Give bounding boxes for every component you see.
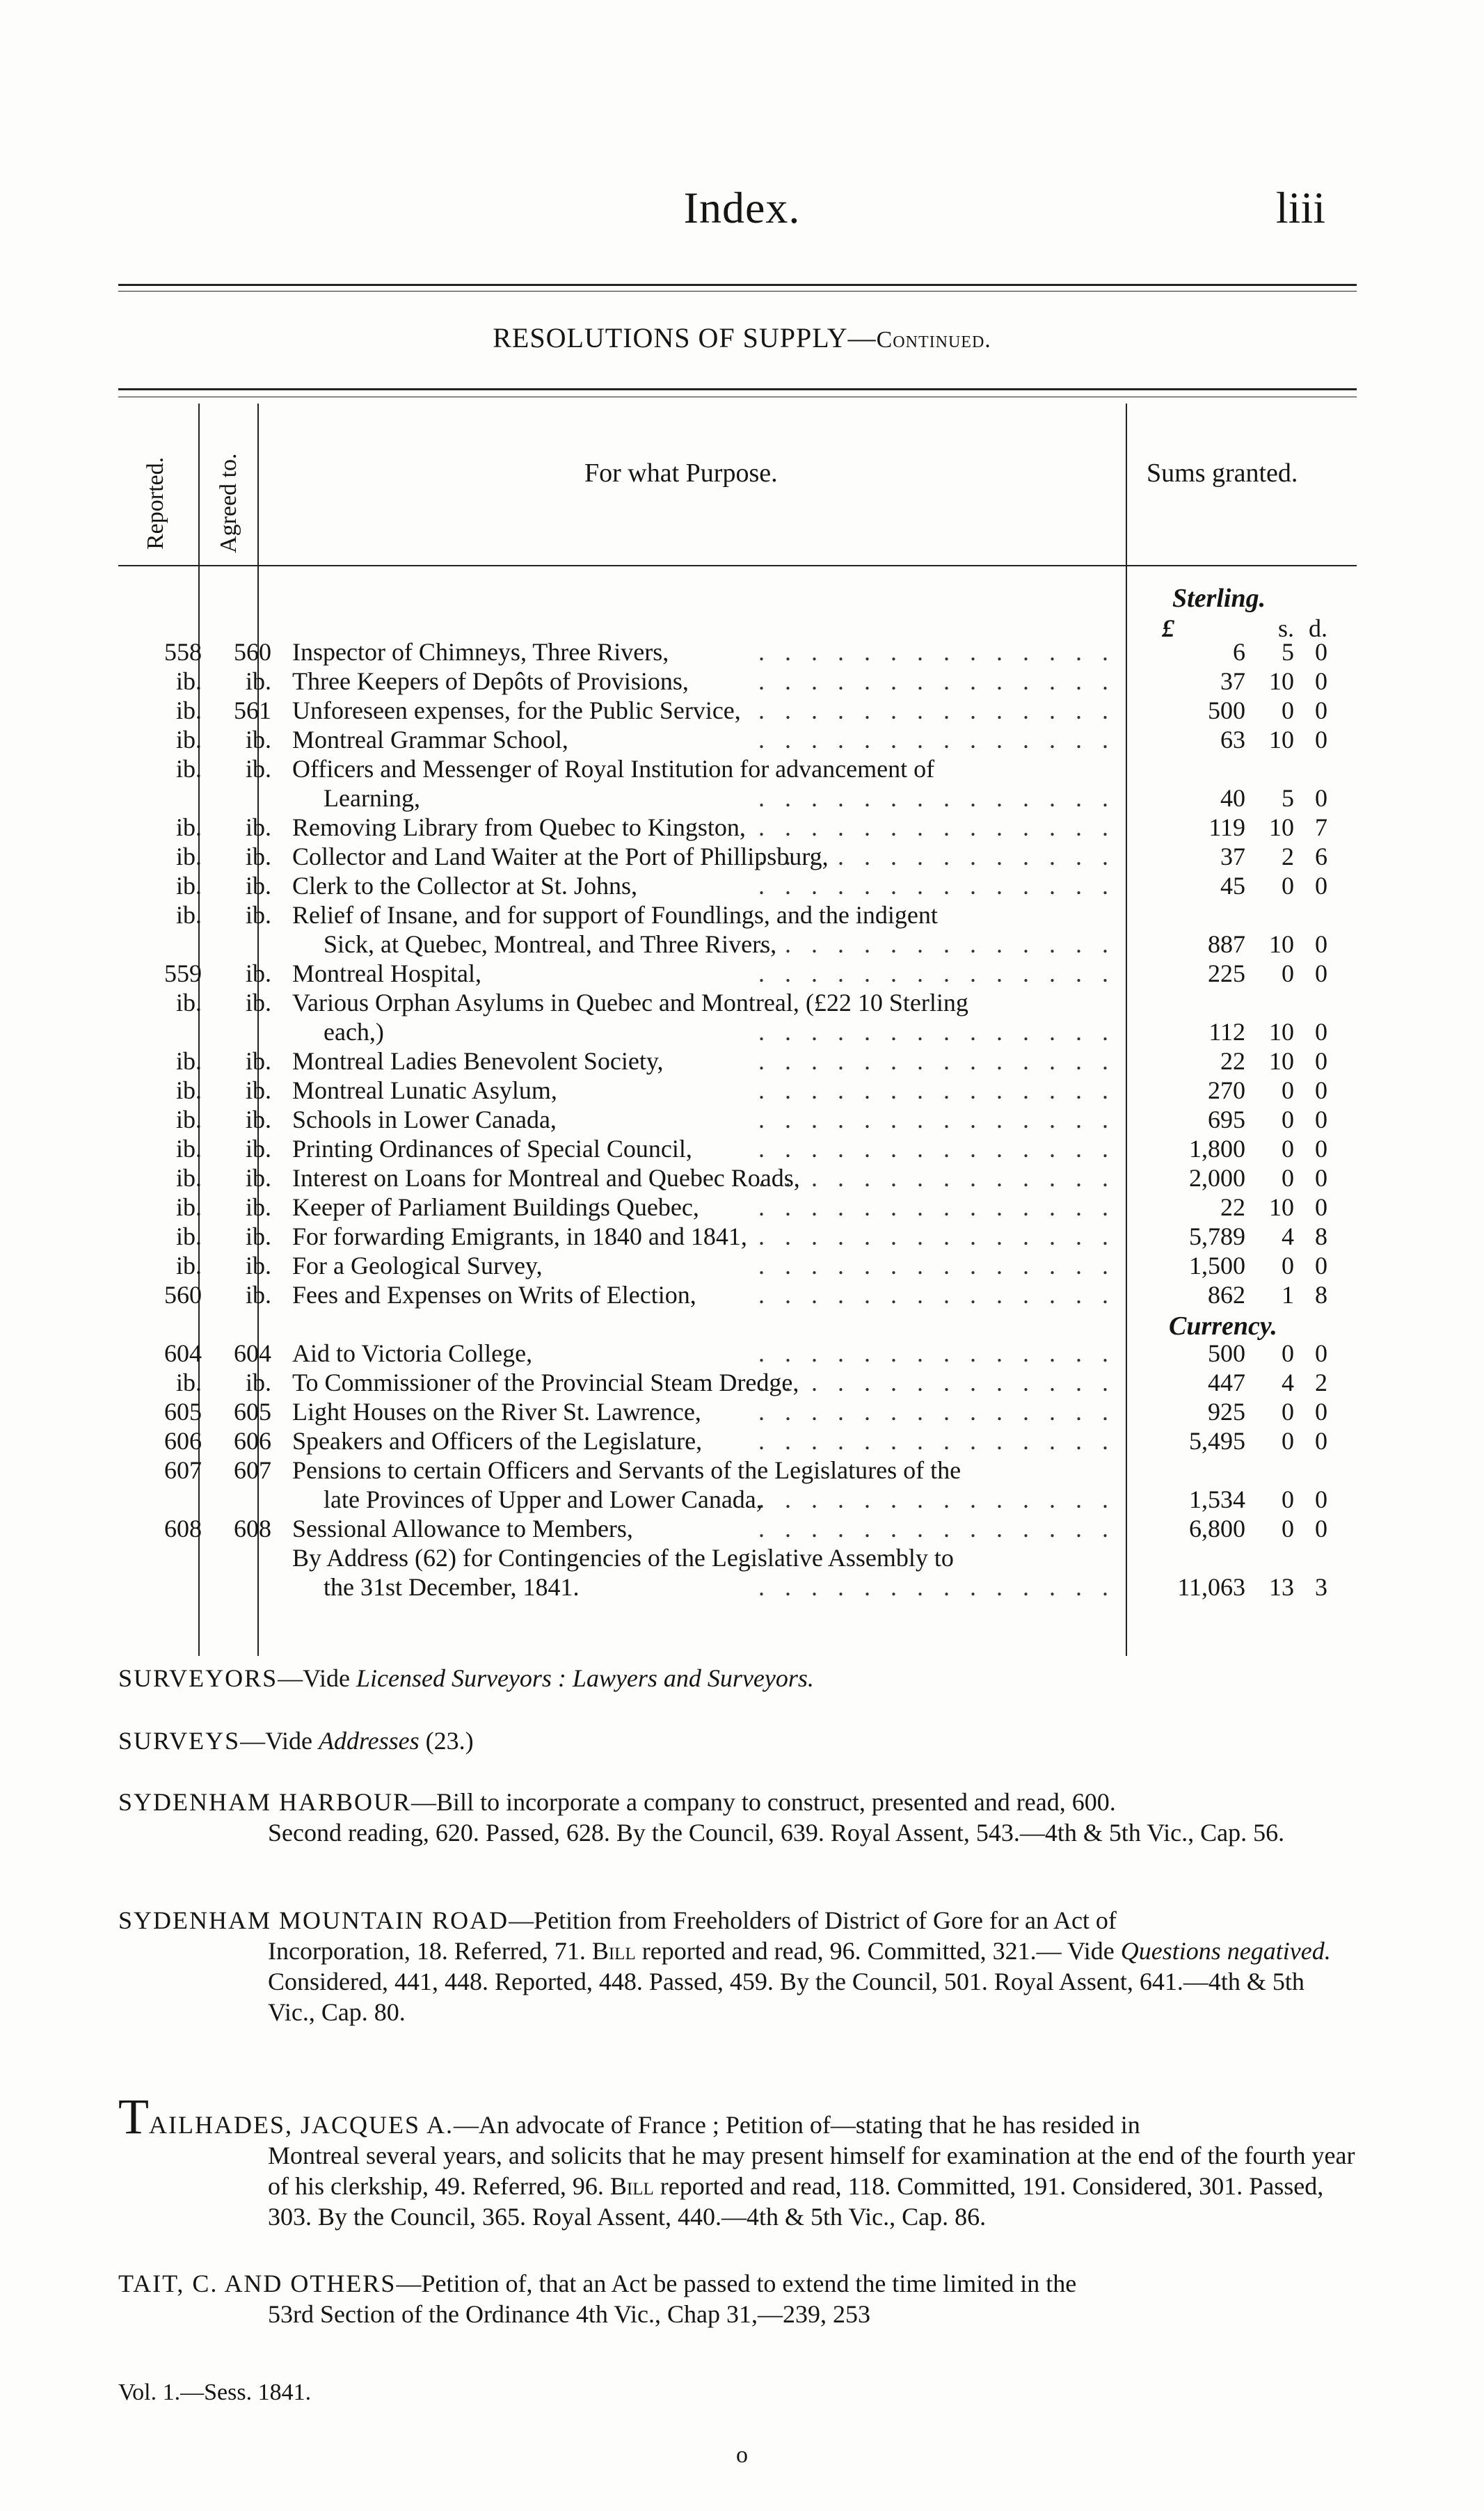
leader-dots: . . . . . . . . . . . . . . <box>758 784 1115 812</box>
leader-dots: . . . . . . . . . . . . . . <box>758 1339 1115 1367</box>
agreed-cell: ib. <box>245 1135 271 1163</box>
agreed-cell: ib. <box>245 726 271 754</box>
entry-text: reported and read, 118. Committed, 191. Considered, 301. Passed, 303. By the Council, 365. Royal Assent, 440.—4th & 5th Vic., Cap. 86. <box>268 2172 1324 2231</box>
entry-tailhades <box>118 2089 1357 2232</box>
table-row <box>0 1134 1484 1163</box>
purpose-cell: Sick, at Quebec, Montreal, and Three Rivers, <box>324 930 777 958</box>
pence-cell: 0 <box>1315 959 1327 987</box>
leader-dots: . . . . . . . . . . . . . . <box>758 1369 1115 1396</box>
entry-text: —Vide <box>240 1727 319 1755</box>
agreed-cell: ib. <box>245 755 271 783</box>
purpose-cell: each,) <box>324 1018 384 1046</box>
volume-footer: Vol. 1.—Sess. 1841. <box>118 2380 312 2405</box>
agreed-cell: ib. <box>245 1281 271 1309</box>
table-row <box>0 813 1484 842</box>
reported-cell: 559 <box>164 959 202 987</box>
pounds-cell: 925 <box>1208 1398 1245 1426</box>
sterling-label: Sterling. <box>1172 584 1266 613</box>
reported-cell: ib. <box>175 843 202 870</box>
purpose-cell: Light Houses on the River St. Lawrence, <box>292 1398 701 1426</box>
reported-cell: ib. <box>175 726 202 754</box>
purpose-cell: late Provinces of Upper and Lower Canada, <box>324 1485 763 1513</box>
pounds-cell: 37 <box>1220 667 1245 695</box>
agreed-cell: ib. <box>245 1369 271 1396</box>
agreed-cell: 560 <box>234 638 271 666</box>
entry-surveyors <box>118 1663 1357 1693</box>
entry-sydenham-road <box>118 1905 1357 2027</box>
leader-dots: . . . . . . . . . . . . . . <box>758 959 1115 987</box>
pounds-cell: 6 <box>1233 638 1245 666</box>
pounds-cell: 6,800 <box>1189 1515 1245 1543</box>
reported-cell: ib. <box>175 667 202 695</box>
shillings-cell: 10 <box>1269 1018 1294 1046</box>
purpose-cell: Aid to Victoria College, <box>292 1339 533 1367</box>
entry-tait <box>118 2268 1357 2329</box>
reported-cell: ib. <box>175 1222 202 1250</box>
pence-cell: 2 <box>1315 1369 1327 1396</box>
table-row <box>0 1368 1484 1397</box>
entry-sydenham-harbour <box>118 1787 1357 1848</box>
pounds-cell: 1,534 <box>1189 1485 1245 1513</box>
reported-cell: ib. <box>175 696 202 724</box>
entry-text: 53rd Section of the Ordinance 4th Vic., Chap 31,—239, 253 <box>268 2300 871 2328</box>
pounds-cell: 225 <box>1208 959 1245 987</box>
table-row <box>0 930 1484 959</box>
entry-surveys <box>118 1725 1357 1756</box>
leader-dots: . . . . . . . . . . . . . . <box>758 638 1115 666</box>
reported-cell: 607 <box>164 1456 202 1484</box>
leader-dots: . . . . . . . . . . . . . . <box>758 696 1115 724</box>
pence-cell: 0 <box>1315 667 1327 695</box>
entry-text: Considered, 441, 448. Reported, 448. Passed, 459. By the Council, 501. Royal Assent, 641.—4th & 5th Vic., Cap. 80. <box>268 1968 1305 2026</box>
table-row <box>0 667 1484 696</box>
pounds-cell: 63 <box>1220 726 1245 754</box>
unit-shilling: s. <box>1277 614 1294 642</box>
entry-continuation <box>118 1936 1357 2027</box>
leader-dots: . . . . . . . . . . . . . . <box>758 1193 1115 1221</box>
pence-cell: 0 <box>1315 1339 1327 1367</box>
table-row <box>0 1339 1484 1368</box>
entry-continuation <box>118 2140 1357 2232</box>
agreed-cell: ib. <box>245 989 271 1017</box>
leader-dots: . . . . . . . . . . . . . . <box>758 1573 1115 1601</box>
entry-text: (23.) <box>419 1727 474 1755</box>
leader-dots: . . . . . . . . . . . . . . <box>758 1281 1115 1309</box>
table-row <box>0 1572 1484 1602</box>
purpose-cell: Removing Library from Quebec to Kingston, <box>292 813 746 841</box>
entry-text: reported and read, 96. Committed, 321.— Vide <box>635 1937 1121 1965</box>
table-row <box>0 1251 1484 1280</box>
table-row <box>0 1280 1484 1309</box>
section-continued: Continued. <box>876 327 991 353</box>
unit-pound: £ <box>1162 614 1174 642</box>
pence-cell: 0 <box>1315 1427 1327 1455</box>
agreed-cell: ib. <box>245 1252 271 1280</box>
agreed-cell: 606 <box>234 1427 271 1455</box>
shillings-cell: 1 <box>1282 1281 1294 1309</box>
purpose-cell: Montreal Hospital, <box>292 959 481 987</box>
reported-cell: 604 <box>164 1339 202 1367</box>
agreed-cell: ib. <box>245 1164 271 1192</box>
header-rule-thin <box>118 291 1357 292</box>
reported-cell: 558 <box>164 638 202 666</box>
pounds-cell: 862 <box>1208 1281 1245 1309</box>
shillings-cell: 5 <box>1282 784 1294 812</box>
entry-heading: SURVEYS <box>118 1727 241 1755</box>
entry-text: Second reading, 620. Passed, 628. By the Council, 639. Royal Assent, 543.—4th & 5th Vic., Cap. 56. <box>268 1819 1285 1847</box>
currency-label: Currency. <box>1169 1312 1277 1341</box>
table-row <box>0 696 1484 725</box>
entry-text: —An advocate of France ; Petition of—stating that he has resided in <box>454 2111 1140 2139</box>
pounds-cell: 22 <box>1220 1193 1245 1221</box>
pence-cell: 0 <box>1315 1252 1327 1280</box>
shillings-cell: 0 <box>1282 1076 1294 1104</box>
agreed-cell: 561 <box>234 696 271 724</box>
leader-dots: . . . . . . . . . . . . . . <box>758 726 1115 754</box>
purpose-cell: Keeper of Parliament Buildings Quebec, <box>292 1193 699 1221</box>
leader-dots: . . . . . . . . . . . . . . <box>758 1485 1115 1513</box>
purpose-cell: Three Keepers of Depôts of Provisions, <box>292 667 689 695</box>
purpose-cell: Interest on Loans for Montreal and Quebec Roads, <box>292 1164 800 1192</box>
table-row <box>0 1076 1484 1105</box>
table-row <box>0 1485 1484 1514</box>
shillings-cell: 0 <box>1282 1106 1294 1133</box>
pounds-cell: 500 <box>1208 696 1245 724</box>
table-row <box>0 1426 1484 1456</box>
shillings-cell: 10 <box>1269 667 1294 695</box>
purpose-cell: Clerk to the Collector at St. Johns, <box>292 872 637 900</box>
agreed-cell: ib. <box>245 667 271 695</box>
entry-bill: Bill <box>609 2172 654 2200</box>
pounds-cell: 2,000 <box>1189 1164 1245 1192</box>
shillings-cell: 0 <box>1282 1164 1294 1192</box>
table-row <box>0 725 1484 754</box>
reported-cell: 605 <box>164 1398 202 1426</box>
pounds-cell: 112 <box>1208 1018 1245 1046</box>
pounds-cell: 270 <box>1208 1076 1245 1104</box>
leader-dots: . . . . . . . . . . . . . . <box>758 1106 1115 1133</box>
pounds-cell: 5,789 <box>1189 1222 1245 1250</box>
leader-dots: . . . . . . . . . . . . . . <box>758 1222 1115 1250</box>
reported-cell: ib. <box>175 989 202 1017</box>
pence-cell: 0 <box>1315 930 1327 958</box>
purpose-cell: Fees and Expenses on Writs of Election, <box>292 1281 696 1309</box>
agreed-cell: ib. <box>245 1193 271 1221</box>
pence-cell: 8 <box>1315 1222 1327 1250</box>
table-row <box>0 900 1484 930</box>
reported-cell: ib. <box>175 1164 202 1192</box>
pence-cell: 7 <box>1315 813 1327 841</box>
purpose-cell: Pensions to certain Officers and Servants of the Legislatures of the <box>292 1456 962 1484</box>
leader-dots: . . . . . . . . . . . . . . <box>758 1135 1115 1163</box>
pence-cell: 0 <box>1315 1398 1327 1426</box>
shillings-cell: 0 <box>1282 1135 1294 1163</box>
pounds-cell: 40 <box>1220 784 1245 812</box>
shillings-cell: 2 <box>1282 843 1294 870</box>
reported-cell: ib. <box>175 813 202 841</box>
leader-dots: . . . . . . . . . . . . . . <box>758 667 1115 695</box>
table-top-rule <box>118 388 1357 390</box>
entry-italic: Addresses <box>318 1727 420 1755</box>
pence-cell: 0 <box>1315 872 1327 900</box>
pounds-cell: 37 <box>1220 843 1245 870</box>
reported-cell: 560 <box>164 1281 202 1309</box>
shillings-cell: 10 <box>1269 1047 1294 1075</box>
agreed-cell: 605 <box>234 1398 271 1426</box>
agreed-cell: ib. <box>245 901 271 929</box>
shillings-cell: 10 <box>1269 930 1294 958</box>
reported-cell: ib. <box>175 1252 202 1280</box>
pence-cell: 0 <box>1315 1047 1327 1075</box>
entry-text: —Vide <box>278 1664 356 1692</box>
pence-cell: 0 <box>1315 1135 1327 1163</box>
pence-cell: 0 <box>1315 638 1327 666</box>
entry-text: —Bill to incorporate a company to construct, presented and read, 600. <box>411 1788 1116 1816</box>
table-row <box>0 1017 1484 1046</box>
shillings-cell: 10 <box>1269 726 1294 754</box>
entry-heading: SURVEYORS <box>118 1664 278 1692</box>
reported-cell: ib. <box>175 901 202 929</box>
shillings-cell: 0 <box>1282 1339 1294 1367</box>
leader-dots: . . . . . . . . . . . . . . <box>758 1427 1115 1455</box>
reported-cell: ib. <box>175 872 202 900</box>
entry-text: —Petition from Freeholders of District of Gore for an Act of <box>509 1906 1117 1934</box>
reported-cell: ib. <box>175 1106 202 1133</box>
signature-mark: o <box>736 2442 748 2468</box>
purpose-cell: Collector and Land Waiter at the Port of Phillipsburg, <box>292 843 829 870</box>
entry-heading: SYDENHAM MOUNTAIN ROAD <box>118 1906 509 1934</box>
col-head-reported: Reported. <box>143 456 168 550</box>
section-title-text: RESOLUTIONS OF SUPPLY— <box>493 322 877 353</box>
purpose-cell: Montreal Lunatic Asylum, <box>292 1076 557 1104</box>
pounds-cell: 11,063 <box>1177 1573 1245 1601</box>
pounds-cell: 500 <box>1208 1339 1245 1367</box>
purpose-cell: Various Orphan Asylums in Quebec and Montreal, (£22 10 Sterling <box>292 989 968 1017</box>
reported-cell: ib. <box>175 1193 202 1221</box>
col-head-agreed: Agreed to. <box>216 453 241 553</box>
table-head-rule <box>118 565 1357 566</box>
purpose-cell: Montreal Grammar School, <box>292 726 568 754</box>
purpose-cell: Relief of Insane, and for support of Foundlings, and the indigent <box>292 901 938 929</box>
agreed-cell: ib. <box>245 959 271 987</box>
reported-cell: ib. <box>175 1135 202 1163</box>
agreed-cell: ib. <box>245 1076 271 1104</box>
reported-cell: 608 <box>164 1515 202 1543</box>
table-row <box>0 1046 1484 1076</box>
entry-heading: TAIT, C. AND OTHERS <box>118 2270 397 2297</box>
pence-cell: 0 <box>1315 784 1327 812</box>
table-row <box>0 1514 1484 1543</box>
entry-text: —Petition of, that an Act be passed to extend the time limited in the <box>396 2270 1077 2297</box>
agreed-cell: 607 <box>234 1456 271 1484</box>
shillings-cell: 4 <box>1282 1222 1294 1250</box>
purpose-cell: For a Geological Survey, <box>292 1252 543 1280</box>
agreed-cell: ib. <box>245 843 271 870</box>
table-row <box>0 871 1484 900</box>
purpose-cell: Printing Ordinances of Special Council, <box>292 1135 692 1163</box>
table-row <box>0 988 1484 1017</box>
leader-dots: . . . . . . . . . . . . . . <box>758 1164 1115 1192</box>
agreed-cell: ib. <box>245 813 271 841</box>
shillings-cell: 0 <box>1282 872 1294 900</box>
header-rule <box>118 284 1357 286</box>
purpose-cell: Inspector of Chimneys, Three Rivers, <box>292 638 669 666</box>
entry-heading: SYDENHAM HARBOUR <box>118 1788 412 1816</box>
table-row <box>0 754 1484 783</box>
leader-dots: . . . . . . . . . . . . . . <box>758 1076 1115 1104</box>
table-row <box>0 842 1484 871</box>
purpose-cell: Officers and Messenger of Royal Institution for advancement of <box>292 755 935 783</box>
shillings-cell: 0 <box>1282 1398 1294 1426</box>
agreed-cell: ib. <box>245 1222 271 1250</box>
purpose-cell: Learning, <box>324 784 420 812</box>
pence-cell: 6 <box>1315 843 1327 870</box>
shillings-cell: 0 <box>1282 1485 1294 1513</box>
pence-cell: 0 <box>1315 726 1327 754</box>
shillings-cell: 0 <box>1282 1427 1294 1455</box>
table-row <box>0 1543 1484 1572</box>
leader-dots: . . . . . . . . . . . . . . <box>758 1515 1115 1543</box>
reported-cell: ib. <box>175 755 202 783</box>
pence-cell: 0 <box>1315 1076 1327 1104</box>
table-row <box>0 1456 1484 1485</box>
entry-text: Montreal several years, and solicits that he may present himself for examination at the end of the fourth year of his clerkship, 49. Referred, 96. <box>268 2142 1355 2200</box>
pounds-cell: 695 <box>1208 1106 1245 1133</box>
unit-pence: d. <box>1309 614 1327 642</box>
leader-dots: . . . . . . . . . . . . . . <box>758 813 1115 841</box>
shillings-cell: 0 <box>1282 959 1294 987</box>
entry-italic: Licensed Surveyors : Lawyers and Surveyors. <box>356 1664 814 1692</box>
pounds-cell: 1,500 <box>1189 1252 1245 1280</box>
table-row <box>0 1222 1484 1251</box>
entry-text: Incorporation, 18. Referred, 71. <box>268 1937 592 1965</box>
reported-cell: ib. <box>175 1076 202 1104</box>
purpose-cell: Sessional Allowance to Members, <box>292 1515 633 1543</box>
pounds-cell: 887 <box>1208 930 1245 958</box>
table-row <box>0 1105 1484 1134</box>
shillings-cell: 4 <box>1282 1369 1294 1396</box>
pounds-cell: 22 <box>1220 1047 1245 1075</box>
page-title: Index. <box>683 183 801 232</box>
table-row <box>0 783 1484 813</box>
col-head-sums: Sums granted. <box>1147 459 1298 488</box>
table-row <box>0 1163 1484 1193</box>
shillings-cell: 0 <box>1282 1252 1294 1280</box>
leader-dots: . . . . . . . . . . . . . . <box>758 1018 1115 1046</box>
reported-cell: ib. <box>175 1047 202 1075</box>
table-row <box>0 1397 1484 1426</box>
drop-letter: T <box>118 2089 149 2144</box>
pence-cell: 0 <box>1315 1106 1327 1133</box>
entry-italic: Questions negatived. <box>1120 1937 1331 1965</box>
purpose-cell: Unforeseen expenses, for the Public Service, <box>292 696 741 724</box>
pounds-cell: 45 <box>1220 872 1245 900</box>
leader-dots: . . . . . . . . . . . . . . <box>758 843 1115 870</box>
pounds-cell: 5,495 <box>1189 1427 1245 1455</box>
purpose-cell: For forwarding Emigrants, in 1840 and 1841, <box>292 1222 747 1250</box>
shillings-cell: 10 <box>1269 1193 1294 1221</box>
pence-cell: 0 <box>1315 1018 1327 1046</box>
purpose-cell: Montreal Ladies Benevolent Society, <box>292 1047 664 1075</box>
reported-cell: 606 <box>164 1427 202 1455</box>
pence-cell: 8 <box>1315 1281 1327 1309</box>
table-row <box>0 959 1484 988</box>
table-row <box>0 637 1484 667</box>
page-number: liii <box>1275 183 1325 232</box>
reported-cell: ib. <box>175 1369 202 1396</box>
agreed-cell: 608 <box>234 1515 271 1543</box>
pounds-cell: 119 <box>1208 813 1245 841</box>
section-title <box>0 321 1484 354</box>
purpose-cell: Schools in Lower Canada, <box>292 1106 557 1133</box>
pence-cell: 0 <box>1315 1485 1327 1513</box>
purpose-cell: To Commissioner of the Provincial Steam Dredge, <box>292 1369 799 1396</box>
pence-cell: 0 <box>1315 1193 1327 1221</box>
entry-heading: AILHADES, JACQUES A. <box>148 2111 454 2139</box>
agreed-cell: ib. <box>245 872 271 900</box>
col-head-purpose: For what Purpose. <box>584 459 778 488</box>
leader-dots: . . . . . . . . . . . . . . <box>758 930 1115 958</box>
agreed-cell: 604 <box>234 1339 271 1367</box>
shillings-cell: 0 <box>1282 696 1294 724</box>
leader-dots: . . . . . . . . . . . . . . <box>758 1398 1115 1426</box>
leader-dots: . . . . . . . . . . . . . . <box>758 872 1115 900</box>
shillings-cell: 5 <box>1282 638 1294 666</box>
shillings-cell: 10 <box>1269 813 1294 841</box>
agreed-cell: ib. <box>245 1106 271 1133</box>
table-row <box>0 1193 1484 1222</box>
pence-cell: 3 <box>1315 1573 1327 1601</box>
agreed-cell: ib. <box>245 1047 271 1075</box>
purpose-cell: By Address (62) for Contingencies of the Legislative Assembly to <box>292 1544 954 1572</box>
pence-cell: 0 <box>1315 696 1327 724</box>
pounds-cell: 447 <box>1208 1369 1245 1396</box>
leader-dots: . . . . . . . . . . . . . . <box>758 1252 1115 1280</box>
purpose-cell: the 31st December, 1841. <box>324 1573 580 1601</box>
pence-cell: 0 <box>1315 1515 1327 1543</box>
pounds-cell: 1,800 <box>1189 1135 1245 1163</box>
entry-bill: Bill <box>591 1937 636 1965</box>
shillings-cell: 13 <box>1269 1573 1294 1601</box>
purpose-cell: Speakers and Officers of the Legislature, <box>292 1427 703 1455</box>
leader-dots: . . . . . . . . . . . . . . <box>758 1047 1115 1075</box>
pence-cell: 0 <box>1315 1164 1327 1192</box>
shillings-cell: 0 <box>1282 1515 1294 1543</box>
